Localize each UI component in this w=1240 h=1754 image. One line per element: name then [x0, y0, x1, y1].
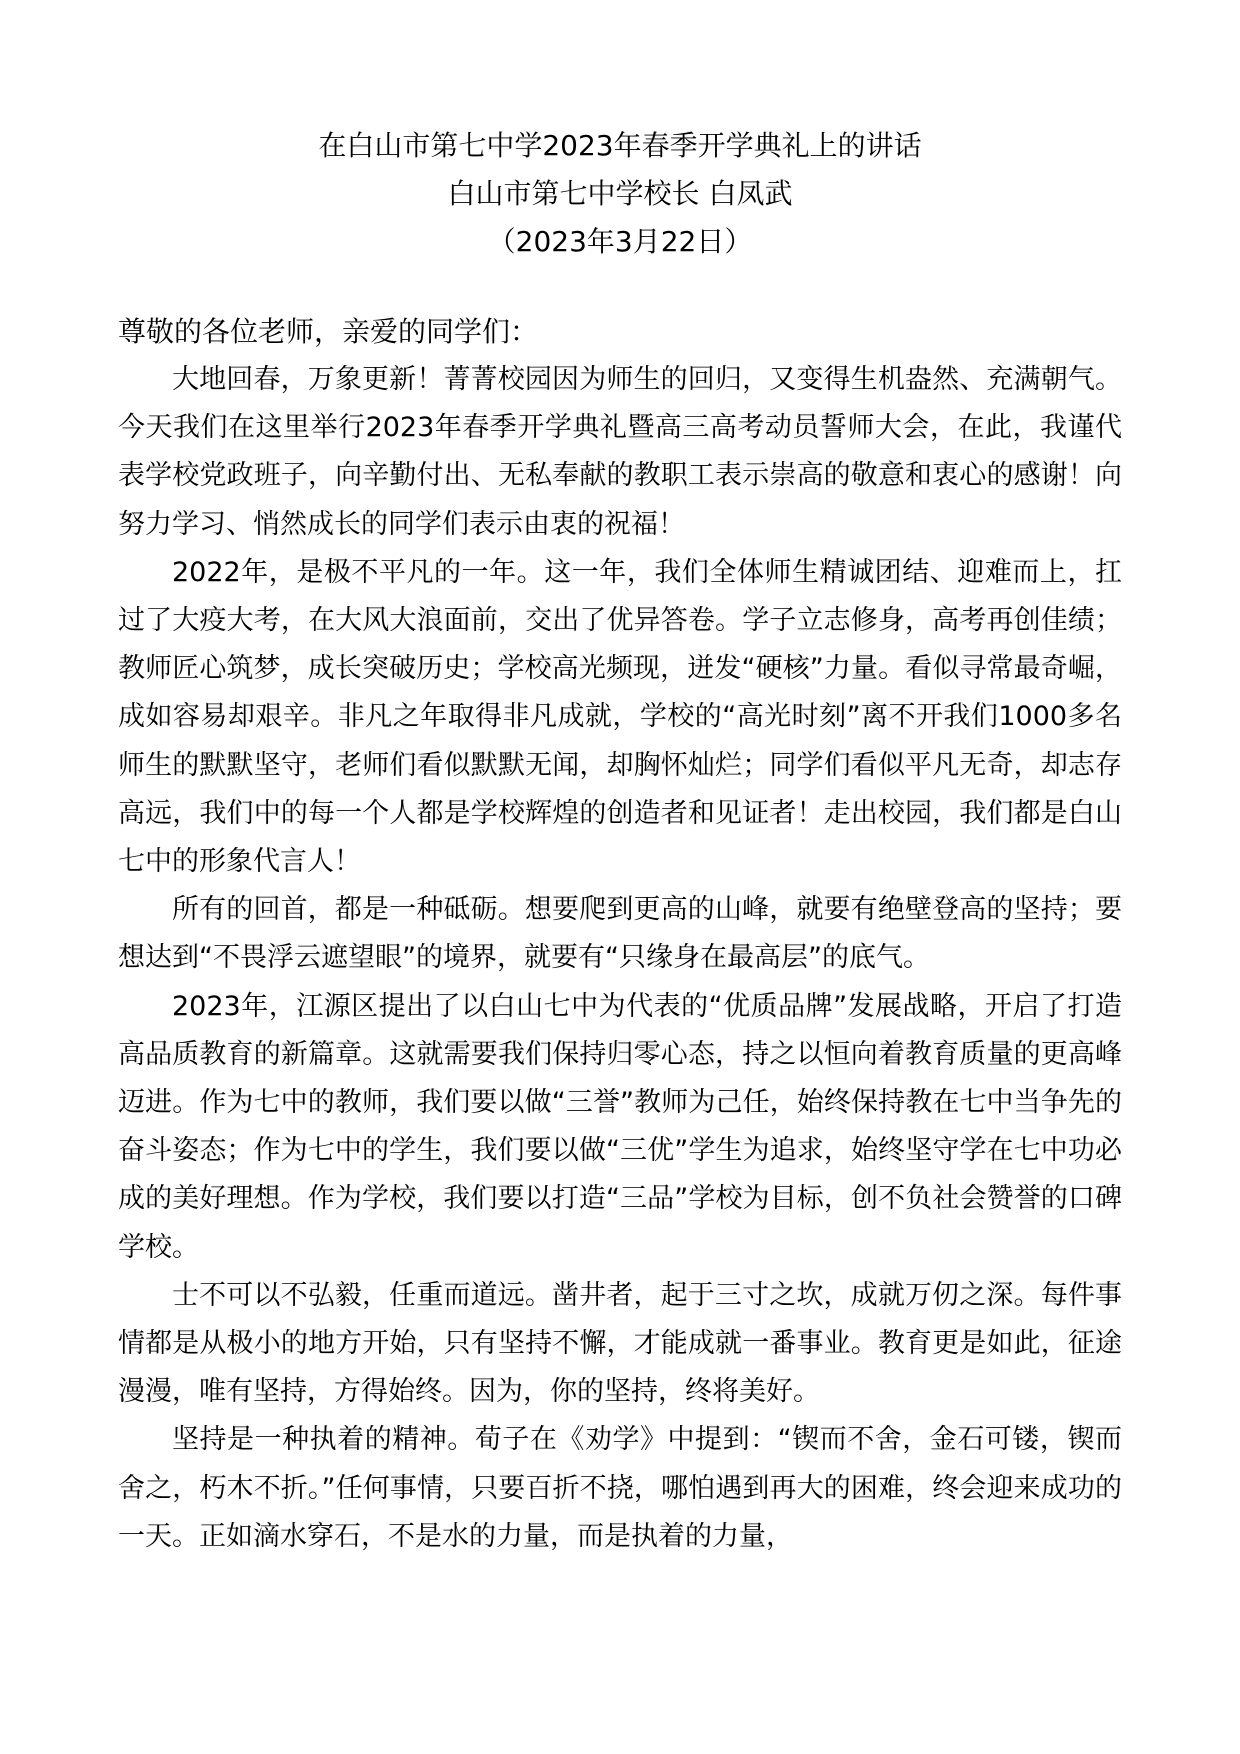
paragraph-6: 坚持是一种执着的精神。荀子在《劝学》中提到：“锲而不舍，金石可镂，锲而舍之，朽木不折。”任何事情，只要百折不挠，哪怕遇到再大的困难，终会迎来成功的一天。正如滴水穿石，不是水的力量，而是执着的力量，: [118, 1424, 1122, 1552]
document-header: [118, 122, 1122, 266]
salutation: 尊敬的各位老师，亲爱的同学们：: [118, 315, 539, 348]
document-page: [118, 122, 1122, 1561]
document-title: 在白山市第七中学2023年春季开学典礼上的讲话: [318, 129, 922, 162]
document-author: 白山市第七中学校长 白凤武: [447, 177, 793, 210]
paragraph-1: 大地回春，万象更新！菁菁校园因为师生的回归，又变得生机盎然、充满朝气。今天我们在这里举行2023年春季开学典礼暨高三高考动员誓师大会，在此，我谨代表学校党政班子，向辛勤付出、无私奉献的教职工表示崇高的敬意和衷心的感谢！向努力学习、悄然成长的同学们表示由衷的祝福！: [118, 364, 1122, 540]
document-date: （2023年3月22日）: [487, 225, 753, 258]
paragraph-4: 2023年，江源区提出了以白山七中为代表的“优质品牌”发展战略，开启了打造高品质教育的新篇章。这就需要我们保持归零心态，持之以恒向着教育质量的更高峰迈进。作为七中的教师，我们要以做“三誉”教师为己任，始终保持教在七中当争先的奋斗姿态；作为七中的学生，我们要以做“三优”学生为追求，始终坚守学在七中功必成的美好理想。作为学校，我们要以打造“三品”学校为目标，创不负社会赞誉的口碑学校。: [118, 990, 1122, 1263]
paragraph-2: 2022年，是极不平凡的一年。这一年，我们全体师生精诚团结、迎难而上，扛过了大疫大考，在大风大浪面前，交出了优异答卷。学子立志修身，高考再创佳绩；教师匠心筑梦，成长突破历史；学校高光频现，迸发“硬核”力量。看似寻常最奇崛，成如容易却艰辛。非凡之年取得非凡成就，学校的“高光时刻”离不开我们1000多名师生的默默坚守，老师们看似默默无闻，却胸怀灿烂；同学们看似平凡无奇，却志存高远，我们中的每一个人都是学校辉煌的创造者和见证者！走出校园，我们都是白山七中的形象代言人！: [118, 556, 1122, 878]
paragraph-3: 所有的回首，都是一种砥砺。想要爬到更高的山峰，就要有绝壁登高的坚持；要想达到“不畏浮云遮望眼”的境界，就要有“只缘身在最高层”的底气。: [118, 894, 1122, 974]
paragraph-5: 士不可以不弘毅，任重而道远。凿井者，起于三寸之坎，成就万仞之深。每件事情都是从极小的地方开始，只有坚持不懈，才能成就一番事业。教育更是如此，征途漫漫，唯有坚持，方得始终。因为，你的坚持，终将美好。: [118, 1279, 1122, 1408]
